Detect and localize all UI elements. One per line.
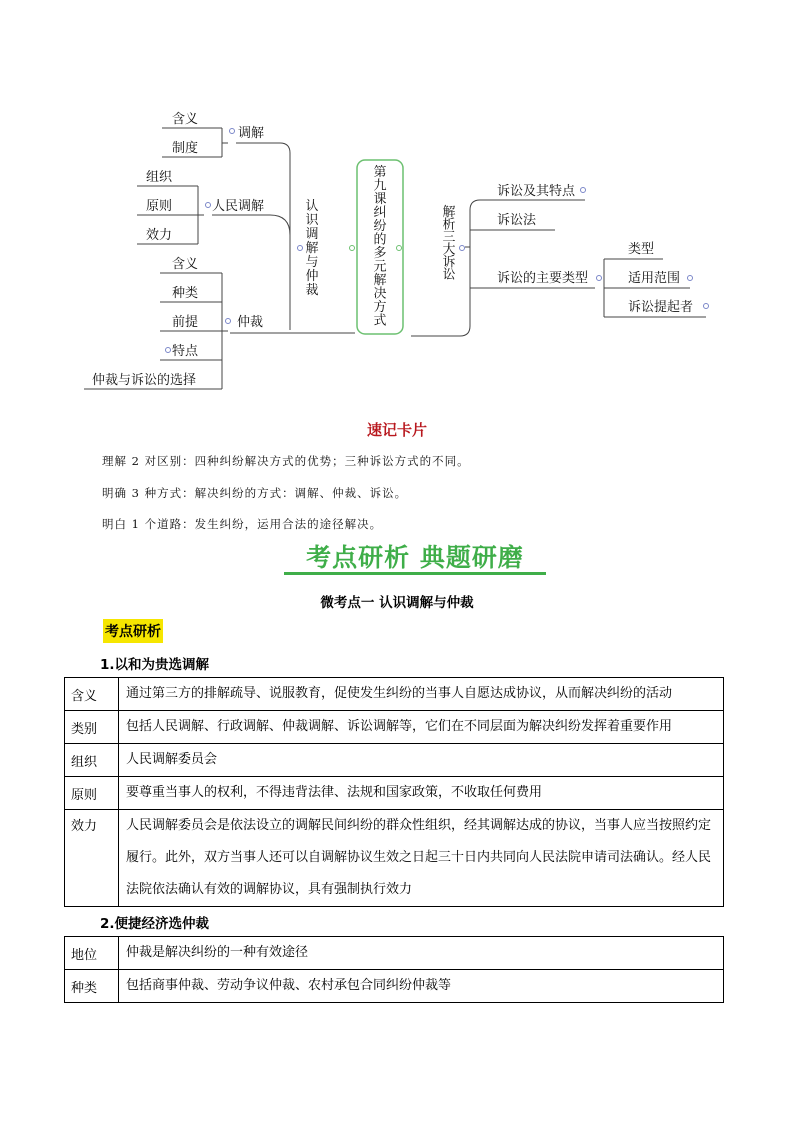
- table-row: [65, 937, 724, 970]
- mm-left-branch-char: 解: [305, 241, 319, 256]
- row-value: 通过第三方的排解疏导、说服教育，促使发生纠纷的当事人自愿达成协议，从而解决纠纷的活动: [119, 678, 724, 711]
- section2-table: [64, 936, 724, 1003]
- mm-center-char: 方: [373, 300, 387, 315]
- mm-center-char: 九: [373, 178, 387, 194]
- mm-mediation-label: 调解: [238, 126, 265, 141]
- mm-center-char: 式: [373, 313, 387, 329]
- mm-center-char: 解: [373, 273, 387, 288]
- mm-center-char: 多: [373, 246, 387, 261]
- row-key: 效力: [65, 810, 119, 907]
- mm-arb-item-1: 种类: [172, 286, 199, 301]
- mm-arb-label: 仲裁: [237, 315, 264, 330]
- mm-center-label: [373, 165, 386, 329]
- mm-left-branch-char: 仲: [305, 269, 319, 284]
- row-value: 包括商事仲裁、劳动争议仲裁、农村承包合同纠纷仲裁等: [119, 970, 724, 1003]
- mm-arb-item-3: 特点: [172, 344, 199, 359]
- row-key: 含义: [65, 678, 119, 711]
- mm-right-item-0: 诉讼及其特点: [497, 184, 576, 199]
- mm-right-branch-label: [442, 205, 455, 283]
- table-row: [65, 678, 724, 711]
- mm-right-branch-char: 析: [442, 217, 456, 233]
- mm-right-item-2: 诉讼的主要类型: [497, 271, 589, 286]
- highlight-tag: 考点研析: [103, 619, 163, 643]
- row-key: 原则: [65, 777, 119, 810]
- mm-right-branch-char: 讼: [442, 267, 456, 283]
- card-title: 速记卡片: [366, 421, 427, 439]
- mm-left-branch-label: [305, 199, 319, 298]
- banner-text: 考点研析 典题研磨: [306, 543, 524, 572]
- mm-left-branch-char: 认: [305, 199, 319, 214]
- section2-title: 2.便捷经济选仲裁: [100, 916, 210, 932]
- row-value: 包括人民调解、行政调解、仲裁调解、诉讼调解等，它们在不同层面为解决纠纷发挥着重要作用: [119, 711, 724, 744]
- mm-right-sub-1: 适用范围: [628, 271, 681, 286]
- sub-title: 微考点一 认识调解与仲裁: [320, 595, 474, 611]
- mm-right-sub-0: 类型: [628, 242, 655, 257]
- mm-people-item-1: 原则: [146, 199, 173, 214]
- row-key: 地位: [65, 937, 119, 970]
- card-line-2: 明确 3 种方式：解决纠纷的方式：调解、仲裁、诉讼。: [102, 486, 408, 500]
- mm-mediation-item-0: 含义: [172, 112, 199, 127]
- mm-people-item-0: 组织: [146, 170, 173, 185]
- card-line-1: 理解 2 对区别：四种纠纷解决方式的优势；三种诉讼方式的不同。: [102, 454, 470, 468]
- table-row: [65, 810, 724, 907]
- mm-arb-item-0: 含义: [172, 257, 199, 272]
- table-row: [65, 744, 724, 777]
- section1-title: 1.以和为贵选调解: [100, 657, 210, 673]
- mm-left-branch-char: 调: [305, 227, 319, 242]
- table-row: [65, 711, 724, 744]
- mm-center-char: 纷: [373, 219, 387, 234]
- mm-center-char: 纠: [373, 205, 387, 221]
- mm-left-branch-char: 识: [305, 213, 319, 228]
- section-banner: [284, 541, 546, 575]
- mm-left-branch-char: 与: [305, 255, 319, 270]
- row-value: 要尊重当事人的权利，不得违背法律、法规和国家政策，不收取任何费用: [119, 777, 724, 810]
- mm-right-sub-2: 诉讼提起者: [628, 300, 694, 315]
- mm-right-branch-char: 诉: [442, 255, 456, 270]
- section1-table: [64, 677, 724, 907]
- mm-right-branch-char: 解: [442, 205, 456, 220]
- mm-right-item-1: 诉讼法: [497, 213, 537, 228]
- mm-center-char: 课: [373, 192, 387, 207]
- row-value: 仲裁是解决纠纷的一种有效途径: [119, 937, 724, 970]
- mm-center-char: 第: [373, 165, 387, 180]
- table-row: [65, 777, 724, 810]
- row-value: 人民调解委员会: [119, 744, 724, 777]
- row-key: 类别: [65, 711, 119, 744]
- mm-arb-item-4: 仲裁与诉讼的选择: [92, 373, 197, 388]
- mm-people-label: 人民调解: [212, 199, 265, 214]
- row-key: 组织: [65, 744, 119, 777]
- card-line-3: 明白 1 个道路：发生纠纷，运用合法的途径解决。: [102, 517, 383, 531]
- mm-mediation-item-1: 制度: [172, 141, 199, 156]
- mm-left-branch-char: 裁: [305, 283, 319, 298]
- row-value: 人民调解委员会是依法设立的调解民间纠纷的群众性组织，经其调解达成的协议，当事人应当按照约定履行。此外，双方当事人还可以自调解协议生效之日起三十日内共同向人民法院申请司法确认。经人民法院依法确认有效的调解协议，具有强制执行效力: [119, 810, 724, 907]
- mm-center-char: 的: [373, 232, 387, 248]
- table-row: [65, 970, 724, 1003]
- banner-underline: [284, 572, 546, 575]
- mm-center-char: 元: [373, 259, 387, 275]
- mm-right-branch-char: 三: [442, 230, 456, 245]
- mm-center-char: 决: [373, 286, 387, 302]
- row-key: 种类: [65, 970, 119, 1003]
- mm-right-branch-char: 大: [442, 242, 456, 258]
- mind-map: [0, 0, 794, 400]
- mm-people-item-2: 效力: [146, 228, 173, 243]
- mm-arb-item-2: 前提: [172, 315, 199, 330]
